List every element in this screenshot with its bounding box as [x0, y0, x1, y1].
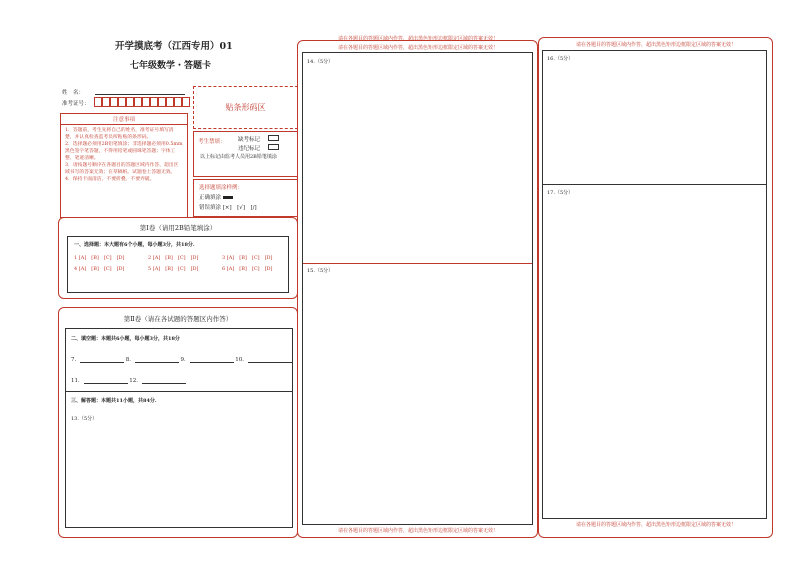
barcode-area — [193, 86, 298, 129]
part1-box — [58, 217, 298, 299]
absent-checkbox[interactable] — [268, 135, 279, 141]
blank-number: 12． — [129, 378, 142, 384]
column3-top-warning: 请在各题目的答题区域内作答，超出黑色矩形边框限定区域的答案无效！ — [575, 42, 736, 48]
q14-label: 14.（5分） — [307, 59, 334, 65]
violation-checkbox[interactable] — [268, 144, 279, 150]
notice-title: 注意事项 — [61, 114, 187, 125]
answer-blank[interactable] — [84, 376, 128, 384]
fill-blank-box — [65, 328, 293, 528]
id-digit-box[interactable] — [118, 97, 126, 107]
q13-answer-area[interactable] — [68, 423, 290, 525]
violation-label: 违纪标记 — [238, 146, 261, 152]
notice-box — [60, 113, 188, 218]
q14-q15-box — [302, 52, 533, 525]
barcode-label: 贴条形码区 — [225, 103, 266, 112]
id-digit-box[interactable] — [158, 97, 166, 107]
choice-options[interactable]: [A] [B] [C] [D] — [152, 266, 199, 272]
id-digit-box[interactable] — [182, 97, 190, 107]
choice-options[interactable]: [A] [B] [C] [D] — [78, 255, 125, 261]
id-label: 准考证号： — [62, 101, 90, 107]
id-digit-box[interactable] — [94, 97, 102, 107]
id-boxes[interactable] — [94, 97, 190, 107]
choice-options[interactable]: [A] [B] [C] [D] — [78, 266, 125, 272]
q14-q15-divider — [303, 263, 532, 264]
column2-top-warning: 请在各题目的答题区域内作答，超出黑色矩形边框限定区域的答案无效！ — [337, 36, 498, 42]
choice-q-number: 6 — [222, 266, 226, 272]
fill-section-title: 二、填空题：本题共6小题，每小题3分，共18分 — [71, 336, 180, 342]
q16-q17-box — [542, 50, 767, 519]
id-digit-box[interactable] — [134, 97, 142, 107]
choice-options[interactable]: [A] [B] [C] [D] — [226, 266, 273, 272]
blank-number: 10． — [235, 357, 248, 363]
column2-top-warning-2: 请在各题目的答题区域内作答，超出黑色矩形边框限定区域的答案无效！ — [337, 45, 498, 51]
q17-label: 17.（5分） — [547, 190, 574, 196]
exam-title: 开学摸底考（江西专用）01 — [115, 41, 233, 52]
part2-title: 第Ⅱ卷（请在各试题的答题区内作答） — [123, 315, 233, 323]
q17-answer-area[interactable] — [545, 199, 764, 516]
answer-blank[interactable] — [190, 355, 234, 363]
choice-section-title: 一、选择题：本大题有6个小题，每小题3分，共18分. — [74, 242, 195, 248]
correct-fill-mark — [223, 196, 233, 199]
q16-answer-area[interactable] — [545, 63, 764, 184]
column3-bottom-warning: 请在各题目的答题区域内作答，超出黑色矩形边框限定区域的答案无效！ — [575, 522, 736, 528]
name-line[interactable] — [95, 94, 185, 95]
notice-item: 2．选择题必须用2B铅笔填涂；非选择题必须用0.5mm黑色签字笔答题，不得用铅笔或圆珠笔答题；字体工整、笔迹清晰。 — [65, 142, 183, 161]
answer-blank[interactable] — [80, 355, 124, 363]
answer-blank[interactable] — [142, 376, 186, 384]
blank-number: 7． — [71, 357, 80, 363]
notice-item: 1．答题前，考生先将自己的姓名，准考证号填写清楚，并认真检查监考员所粘贴的条形码。 — [65, 128, 174, 140]
correct-fill-label: 正确填涂 — [199, 195, 222, 201]
absent-label: 缺考标记 — [238, 137, 261, 143]
fill-solve-divider — [66, 391, 292, 392]
solve-section-title: 三、解答题：本题共11小题，共84分. — [71, 398, 157, 404]
choice-options[interactable]: [A] [B] [C] [D] — [152, 255, 199, 261]
fill-example-title: 选择题填涂样例： — [199, 185, 244, 191]
part2-box — [58, 307, 298, 538]
id-digit-box[interactable] — [102, 97, 110, 107]
choice-options[interactable]: [A] [B] [C] [D] — [226, 255, 273, 261]
id-digit-box[interactable] — [110, 97, 118, 107]
wrong-fill-marks: [×] [√] [/] — [222, 205, 257, 211]
q14-answer-area[interactable] — [305, 67, 530, 263]
exam-subtitle — [130, 58, 211, 71]
choice-box — [67, 236, 289, 293]
wrong-fill-label: 错误填涂 — [199, 205, 222, 211]
answer-blank[interactable] — [135, 355, 179, 363]
column2-bottom-warning: 请在各题目的答题区域内作答，超出黑色矩形边框限定区域的答案无效！ — [337, 528, 498, 534]
q16-q17-divider — [543, 184, 766, 185]
id-digit-box[interactable] — [174, 97, 182, 107]
exam-type-note: 以上标记由监考人员用2B铅笔填涂 — [200, 154, 277, 160]
q16-label: 16.（5分） — [547, 56, 574, 62]
q15-answer-area[interactable] — [305, 277, 530, 522]
part1-title: 第Ⅰ卷（请用2B铅笔填涂） — [139, 224, 217, 232]
q13-label: 13.（5分） — [71, 416, 98, 422]
exam-type-box — [193, 131, 298, 177]
q15-label: 15.（5分） — [307, 268, 334, 274]
notice-item: 3．请按题号顺序在各题目的答题区域内作答，超出区域书写的答案无效；在草稿纸、试题卷上答题无效。 — [65, 163, 179, 175]
fill-example-box — [193, 179, 298, 217]
blank-number: 8． — [125, 357, 135, 363]
choice-q-number: 2 — [148, 255, 152, 261]
id-digit-box[interactable] — [166, 97, 174, 107]
id-digit-box[interactable] — [126, 97, 134, 107]
subtitle-text: 七年级数学・答题卡 — [130, 61, 212, 71]
id-digit-box[interactable] — [150, 97, 158, 107]
choice-q-number: 1 — [74, 255, 78, 261]
exam-type-label: 考生禁填： — [198, 139, 226, 145]
blank-number: 9． — [180, 357, 190, 363]
notice-item: 4．保持卡面清洁，不要折叠、不要弄破。 — [65, 177, 155, 182]
blank-number: 11． — [71, 378, 84, 384]
choice-q-number: 3 — [222, 255, 226, 261]
choice-q-number: 5 — [148, 266, 152, 272]
answer-blank[interactable] — [248, 355, 292, 363]
choice-q-number: 4 — [74, 266, 78, 272]
id-digit-box[interactable] — [142, 97, 150, 107]
name-label: 姓 名： — [62, 90, 85, 96]
